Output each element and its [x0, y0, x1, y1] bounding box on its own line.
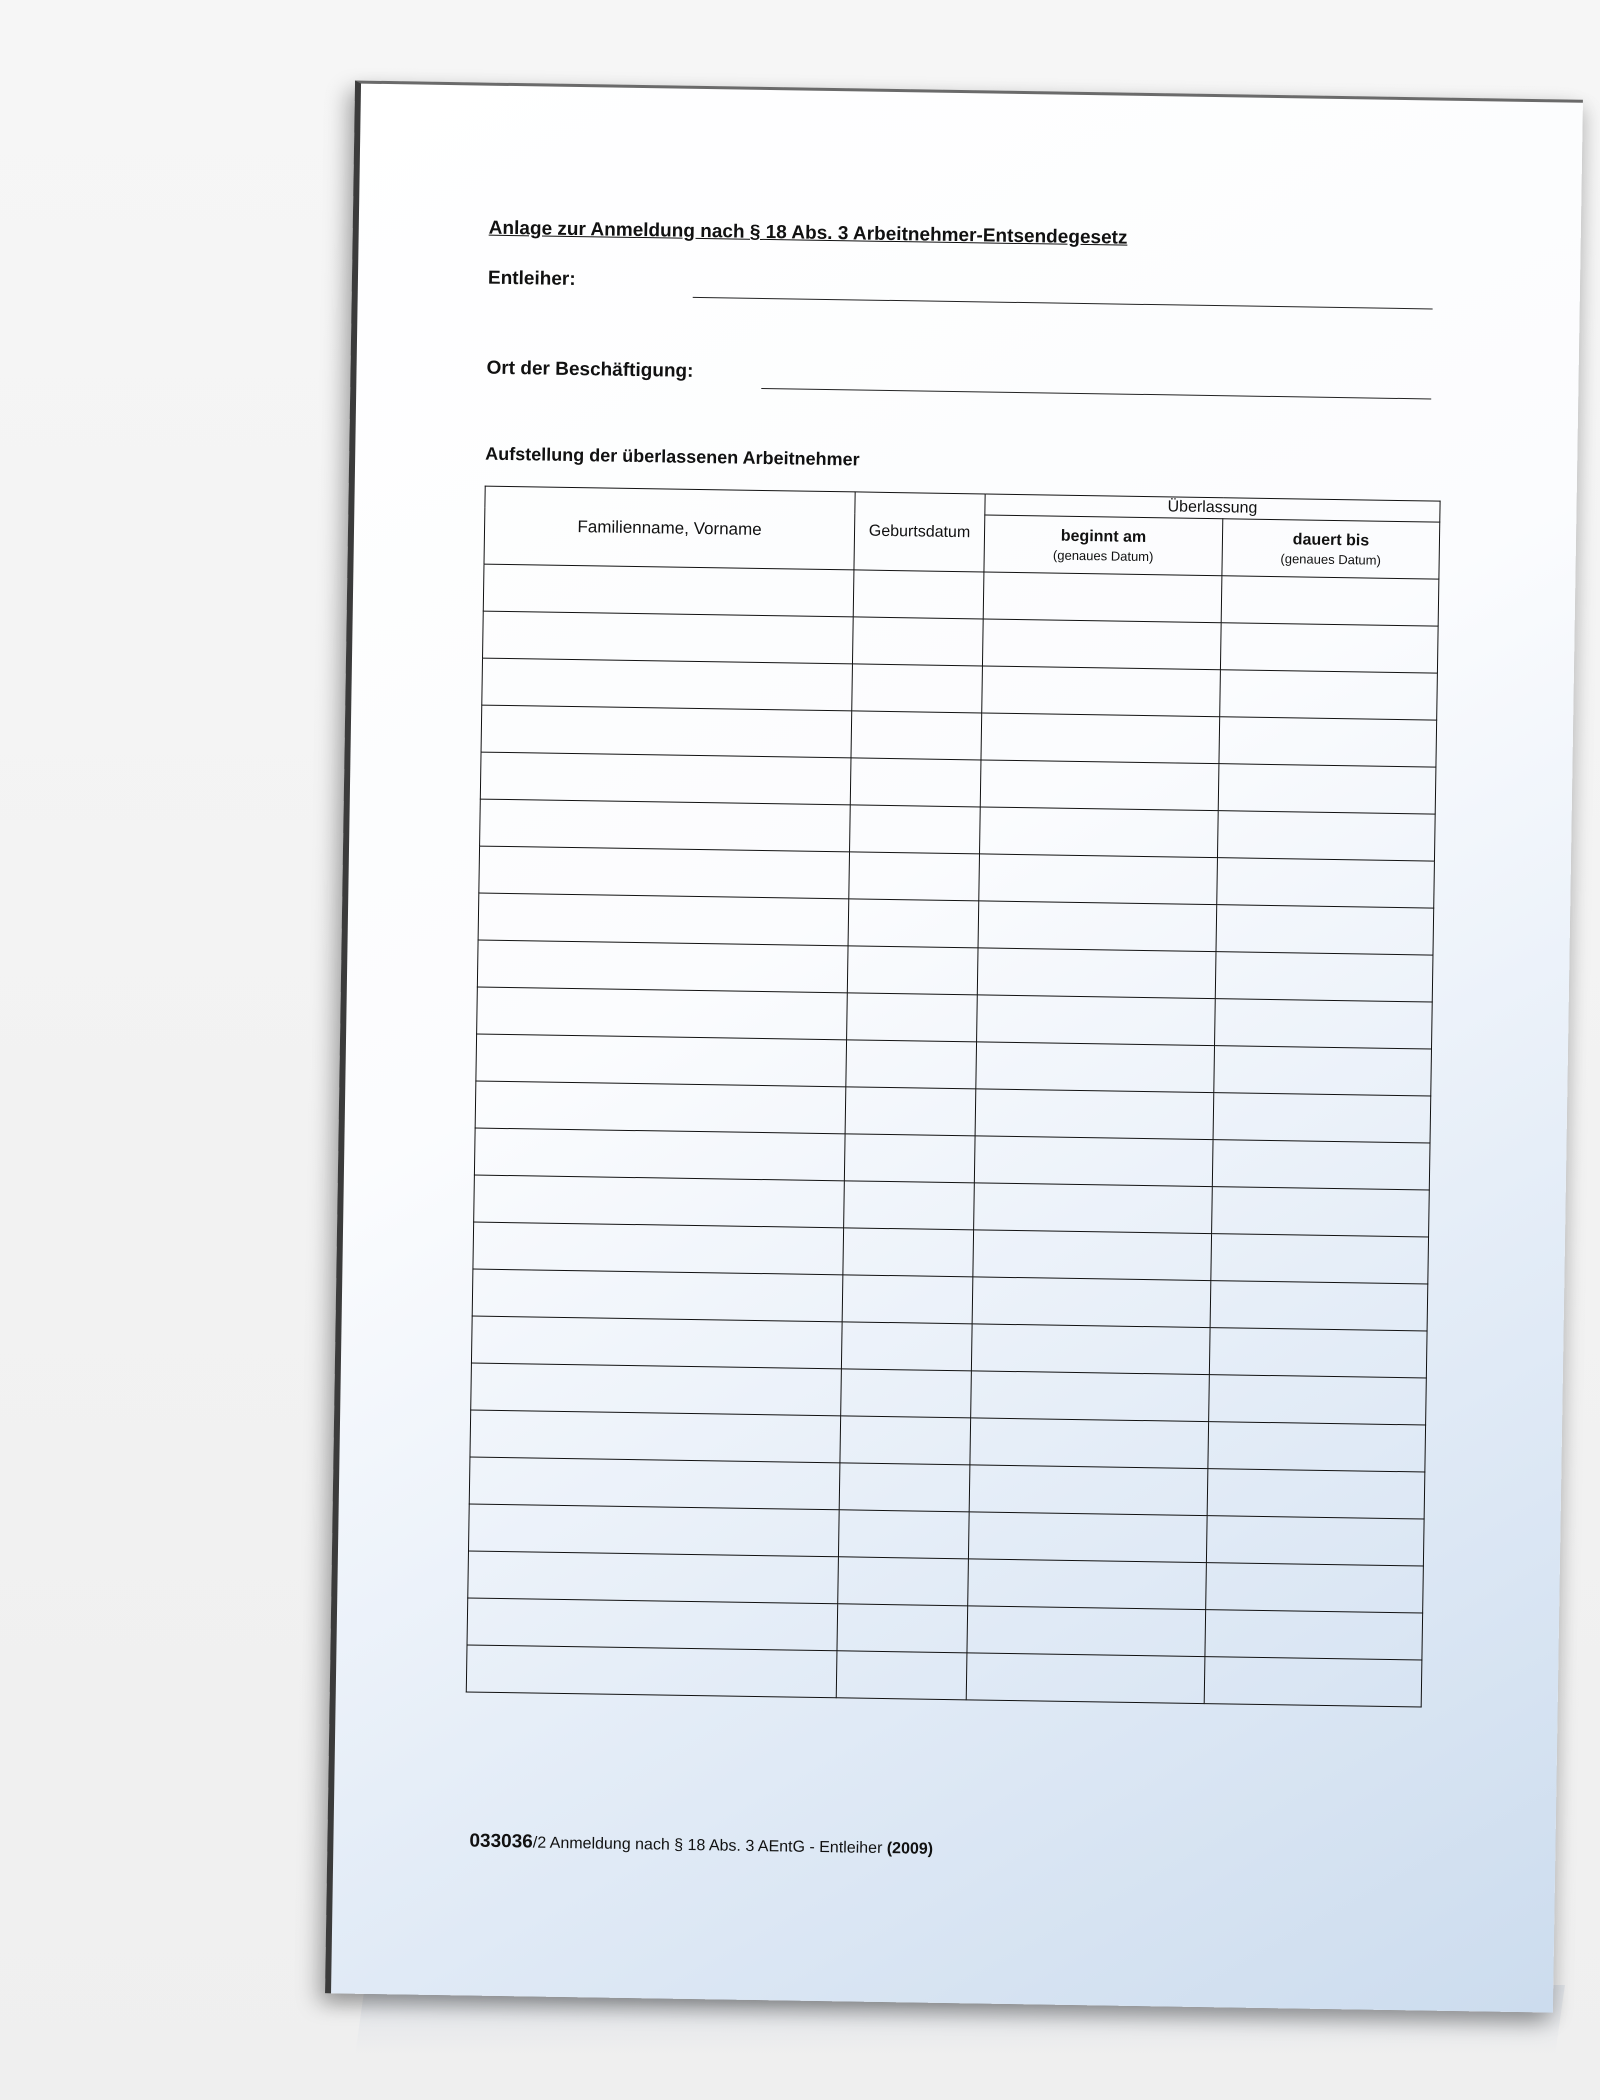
cell-name[interactable] — [468, 1551, 839, 1604]
cell-name[interactable] — [483, 611, 854, 664]
column-header-end-label: dauert bis — [1292, 530, 1370, 550]
cell-name[interactable] — [473, 1222, 844, 1275]
cell-birthdate[interactable] — [853, 570, 984, 619]
cell-end-date[interactable] — [1206, 1563, 1424, 1613]
cell-start-date[interactable] — [976, 1042, 1215, 1093]
cell-end-date[interactable] — [1216, 905, 1434, 955]
cell-start-date[interactable] — [972, 1277, 1211, 1328]
cell-name[interactable] — [467, 1598, 838, 1651]
cell-end-date[interactable] — [1214, 1046, 1432, 1096]
cell-birthdate[interactable] — [844, 1181, 975, 1230]
cell-name[interactable] — [472, 1269, 843, 1322]
cell-end-date[interactable] — [1212, 1140, 1430, 1190]
cell-start-date[interactable] — [983, 572, 1222, 623]
cell-end-date[interactable] — [1210, 1281, 1428, 1331]
cell-birthdate[interactable] — [844, 1134, 975, 1183]
cell-name[interactable] — [477, 940, 848, 993]
cell-name[interactable] — [478, 893, 849, 946]
cell-end-date[interactable] — [1208, 1422, 1426, 1472]
cell-start-date[interactable] — [971, 1371, 1210, 1422]
cell-birthdate[interactable] — [850, 758, 981, 807]
cell-end-date[interactable] — [1217, 858, 1435, 908]
cell-end-date[interactable] — [1217, 811, 1435, 861]
cell-name[interactable] — [479, 846, 850, 899]
cell-end-date[interactable] — [1209, 1375, 1427, 1425]
cell-name[interactable] — [482, 658, 853, 711]
cell-birthdate[interactable] — [851, 711, 982, 760]
cell-start-date[interactable] — [974, 1183, 1213, 1234]
ort-label: Ort der Beschäftigung: — [486, 357, 694, 382]
cell-name[interactable] — [475, 1081, 846, 1134]
cell-end-date[interactable] — [1204, 1657, 1422, 1707]
cell-birthdate[interactable] — [847, 993, 978, 1042]
cell-birthdate[interactable] — [837, 1604, 968, 1653]
cell-birthdate[interactable] — [842, 1275, 973, 1324]
ort-field-line[interactable] — [761, 388, 1431, 400]
entleiher-field-line[interactable] — [693, 297, 1433, 310]
column-header-start-label: beginnt am — [1060, 527, 1147, 546]
entleiher-label: Entleiher: — [487, 267, 576, 291]
column-header-end-note: (genaues Datum) — [1280, 550, 1382, 568]
cell-start-date[interactable] — [968, 1512, 1207, 1563]
cell-end-date[interactable] — [1205, 1610, 1423, 1660]
cell-end-date[interactable] — [1207, 1469, 1425, 1519]
cell-start-date[interactable] — [974, 1136, 1213, 1187]
cell-birthdate[interactable] — [838, 1557, 969, 1606]
cell-end-date[interactable] — [1219, 717, 1437, 767]
cell-name[interactable] — [483, 564, 854, 617]
cell-start-date[interactable] — [981, 713, 1220, 764]
cell-name[interactable] — [481, 705, 852, 758]
column-header-start-note: (genaues Datum) — [1052, 547, 1154, 564]
column-header-start — [984, 515, 1223, 576]
cell-name[interactable] — [470, 1410, 841, 1463]
employee-table-body — [466, 564, 1439, 1707]
cell-birthdate[interactable] — [840, 1416, 971, 1465]
cell-start-date[interactable] — [969, 1465, 1208, 1516]
cell-start-date[interactable] — [977, 995, 1216, 1046]
document-heading: Anlage zur Anmeldung nach § 18 Abs. 3 Arbeitnehmer-Entsendegesetz — [488, 217, 1128, 249]
cell-name[interactable] — [471, 1363, 842, 1416]
cell-birthdate[interactable] — [841, 1322, 972, 1371]
cell-birthdate[interactable] — [838, 1510, 969, 1559]
cell-start-date[interactable] — [979, 854, 1218, 905]
cell-start-date[interactable] — [982, 666, 1221, 717]
cell-start-date[interactable] — [967, 1606, 1206, 1657]
cell-start-date[interactable] — [977, 948, 1216, 999]
cell-name[interactable] — [466, 1645, 837, 1698]
cell-name[interactable] — [474, 1128, 845, 1181]
cell-birthdate[interactable] — [852, 617, 983, 666]
document-page — [325, 81, 1583, 2013]
footer-code: 033036 — [469, 1830, 534, 1853]
cell-start-date[interactable] — [980, 760, 1219, 811]
cell-start-date[interactable] — [966, 1653, 1205, 1704]
cell-name[interactable] — [480, 752, 851, 805]
cell-start-date[interactable] — [970, 1418, 1209, 1469]
column-group-ueberlassung: Überlassung — [985, 494, 1440, 522]
document-footer — [469, 1831, 933, 1860]
cell-start-date[interactable] — [973, 1230, 1212, 1281]
cell-end-date[interactable] — [1211, 1234, 1429, 1284]
column-header-name: Familienname, Vorname — [484, 486, 855, 570]
cell-end-date[interactable] — [1215, 999, 1433, 1049]
cell-name[interactable] — [477, 987, 848, 1040]
cell-start-date[interactable] — [978, 901, 1217, 952]
cell-name[interactable] — [468, 1504, 839, 1557]
cell-birthdate[interactable] — [850, 805, 981, 854]
footer-year: (2009) — [886, 1840, 934, 1858]
column-header-birthdate: Geburtsdatum — [854, 492, 985, 572]
cell-birthdate[interactable] — [839, 1463, 970, 1512]
cell-birthdate[interactable] — [852, 664, 983, 713]
cell-start-date[interactable] — [968, 1559, 1207, 1610]
cell-birthdate[interactable] — [848, 899, 979, 948]
cell-start-date[interactable] — [982, 619, 1221, 670]
cell-birthdate[interactable] — [846, 1040, 977, 1089]
cell-name[interactable] — [480, 799, 851, 852]
cell-name[interactable] — [469, 1457, 840, 1510]
cell-start-date[interactable] — [975, 1089, 1214, 1140]
cell-end-date[interactable] — [1209, 1328, 1427, 1378]
employee-table — [466, 486, 1441, 1708]
cell-name[interactable] — [471, 1316, 842, 1369]
cell-birthdate[interactable] — [849, 852, 980, 901]
cell-end-date[interactable] — [1220, 623, 1438, 673]
cell-name[interactable] — [474, 1175, 845, 1228]
cell-birthdate[interactable] — [841, 1369, 972, 1418]
cell-birthdate[interactable] — [847, 946, 978, 995]
cell-name[interactable] — [476, 1034, 847, 1087]
cell-end-date[interactable] — [1218, 764, 1436, 814]
cell-start-date[interactable] — [971, 1324, 1210, 1375]
cell-end-date[interactable] — [1220, 670, 1438, 720]
cell-birthdate[interactable] — [836, 1651, 967, 1700]
footer-text: /2 Anmeldung nach § 18 Abs. 3 AEntG - Entleiher — [532, 1834, 887, 1858]
cell-birthdate[interactable] — [843, 1228, 974, 1277]
cell-start-date[interactable] — [980, 807, 1219, 858]
cell-end-date[interactable] — [1213, 1093, 1431, 1143]
cell-birthdate[interactable] — [845, 1087, 976, 1136]
column-header-end — [1222, 519, 1440, 579]
cell-end-date[interactable] — [1215, 952, 1433, 1002]
cell-end-date[interactable] — [1221, 576, 1439, 626]
cell-end-date[interactable] — [1212, 1187, 1430, 1237]
cell-end-date[interactable] — [1206, 1516, 1424, 1566]
section-title: Aufstellung der überlassenen Arbeitnehmer — [485, 443, 860, 470]
document-page-wrapper — [325, 81, 1577, 2010]
